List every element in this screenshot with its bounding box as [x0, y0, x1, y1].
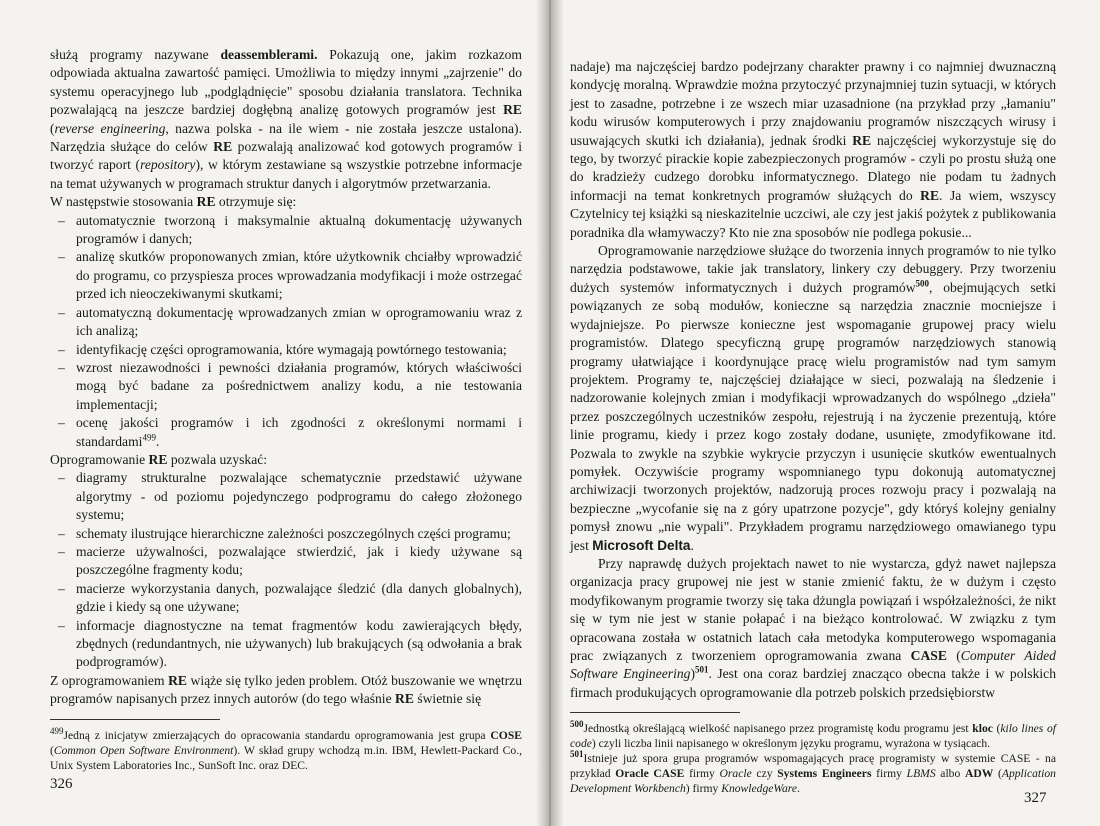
footnote-number: 500 [570, 719, 584, 730]
right-page-text [570, 58, 1056, 796]
list-item: – macierze używalności, pozwalające stwierdzić, jak i kiedy używane są poszczególne fragmenty kodu; [50, 543, 522, 580]
list-item: – automatyczną dokumentację wprowadzanych zmian w oprogramowaniu wraz z ich analizą; [50, 304, 522, 341]
list-item: – diagramy strukturalne pozwalające schematycznie przedstawić używane algorytmy - od poziomu pojedynczego podprogramu do całego złożonego systemu; [50, 469, 522, 524]
term-italic: Common Open Software Environment [53, 743, 234, 757]
list-item: – identyfikację części oprogramowania, które wymagają powtórnego testowania; [50, 341, 522, 359]
text-run: ( [946, 648, 961, 663]
term-italic: Application Development Workbench [570, 767, 1056, 796]
text-run: Jednostką określającą wielkość napisanego przez programistę kodu programu jest [583, 722, 973, 736]
text-run: ocenę jakości programów i ich zgodności z określonymi normami i standardami [76, 415, 522, 449]
term-bold: RE [503, 102, 522, 118]
list-item: – automatycznie tworzoną i maksymalnie aktualną dokumentację używanych programów i danych; [50, 212, 522, 249]
paragraph [570, 58, 1056, 242]
term-bold: RE [920, 187, 940, 203]
term-bold: CASE [910, 648, 947, 663]
text-run: . Ja wiem, wszyscy Czytelnicy tej książki są nieskazitelnie uczciwi, ale czy jest jakiś pożytek z publikowania poradnika dla włamywaczy? Kto nie zna sposobów nie podlega pokusie... [570, 187, 1056, 240]
footnote-rule [50, 719, 220, 720]
text-run: wiąże się tylko jeden problem. Otóż buszowanie we wnętrzu programów napisanych przez innych autorów (do tego właśnie [50, 672, 522, 707]
footnote-rule [570, 712, 740, 713]
text-run: czy [751, 767, 778, 781]
page-number: 327 [1024, 790, 1047, 806]
text-run: ( [993, 767, 1002, 781]
text-run: ), w którym zestawiane są wszystkie potrzebne informacje na temat używanych w programach struktur danych i algorytmów przetwarzania. [50, 157, 522, 191]
text-run: . [155, 433, 160, 449]
term-bold: kloc [972, 722, 993, 736]
text-run: . Jest ona coraz bardziej znacząco obecna także i w polskich firmach produkujących oprogramowanie dla potrzeb polskich przedsiębiorstw [570, 666, 1056, 700]
paragraph [50, 193, 522, 211]
text-run: służą programy nazywane [50, 47, 221, 62]
text-run: ( [992, 722, 1001, 736]
footnote [570, 751, 1056, 796]
text-run: Przy naprawdę dużych projektach nawet to nie wystarcza, gdyż nawet najlepsza organizacja pracy grupowej nie jest w stanie zmienić faktu, że w dużym i często modyfikowanym programie tworzy się taka dżungla powiązań i współzależności, że nikt się w tym nie jest w stanie połapać i na bieżąco kontrolować. W związku z tym opracowana została w ostatnich latach cała metodyka komputerowego wspomagania prac związanych z tworzeniem oprogramowania zwana [570, 555, 1056, 663]
text-run: Jedną z inicjatyw zmierzających do opracowania standardu oprogramowania jest grupa [63, 728, 491, 742]
footnote-ref: 500 [915, 278, 930, 289]
left-page [0, 0, 548, 826]
text-run: , nazwa polska - na ile wiem - nie została jeszcze ustalona). Narzędzia służące do celów [50, 120, 522, 155]
term-bold: RE [395, 691, 414, 707]
term-italic: KnowledgeWare [721, 782, 798, 796]
list-item: – schematy ilustrujące hierarchiczne zależności poszczególnych części programu; [50, 525, 522, 543]
paragraph [570, 242, 1056, 555]
text-run: , obejmujących setki powiązanych ze sobą modułów, konieczne są narzędzia znacznie mocniejsze i wydajniejsze. Po pierwsze konieczne jest wspomaganie grupowej pracy wielu programistów. Dlatego specyficzną grupę programów narzędziowych stanowią programy ułatwiające i koordynujące pracę wielu programistów nad tym samym projektem. Programy te, najczęściej działające w sieci, pozwalają na śledzenie i nadzorowanie kolejnych zmian i modyfikacji wprowadzanych do wspólnego „dzieła" przez poszczególnych uczestników zespołu, rejestrują i na życzenie prezentują, które linie programu, kiedy i przez kogo zostały dodane, usunięte, zmodyfikowane itd. Pozwala to zwykle na szybkie wykrycie przyczyn i usunięcie skutków ewentualnych pomyłek. Oczywiście programy wspomnianego typu dokonują automatycznej archiwizacji tworzonych projektów, nadzorują proces rozwoju pracy i pozwalają na bezpieczne „wycofanie się na z góry upatrzone pozycje", gdy któryś kolejny genialny pomysł znowu „nie wypali". Przykładem programu narzędziowego omawianego typu jest [570, 279, 1056, 553]
text-run: firmy [684, 767, 720, 781]
term-bold: RE [852, 132, 872, 148]
text-run: świetnie się [413, 691, 482, 707]
page-number: 326 [50, 776, 73, 792]
term-italic: Computer Aided Software Engineering [570, 648, 1056, 682]
text-run: . [797, 782, 800, 796]
text-run: ). W skład grupy wchodzą m.in. IBM, Hewlett-Packard Co., Unix System Laboratories Inc., SunSoft Inc. oraz DEC. [50, 743, 522, 772]
text-run: Z oprogramowaniem [50, 672, 169, 688]
text-run: firmy [871, 767, 907, 781]
term-italic: kilo lines of code [570, 722, 1056, 751]
book-gutter [536, 0, 564, 826]
text-run: nadaje) ma najczęściej bardzo podejrzany charakter prawny i co najmniej dwuznaczną kondycję moralną. Wprawdzie można przytoczyć przynajmniej tuzin sytuacji, w których jest to zasadne, potrzebne i ze wszech miar uzasadnione (na przykład przy „łamaniu" kodu wirusów komputerowych i przy znajdowaniu programów niszczących wirusy i usuwających skutki ich działania), jednak środki [570, 59, 1056, 148]
text-run: Pokazują one, jakim rozkazom odpowiada aktualna zawartość pamięci. Umożliwia to między innymi „zajrzenie" do systemu operacyjnego lub „podglądnięcie" sposobu działania translatora. Technika pozwalającą na jeszcze bardziej dogłębną analizę gotowych programów jest [50, 47, 522, 118]
list-item: – wzrost niezawodności i pewności działania programów, których właściwości mogą być badane za pośrednictwem analizy kodu, a nie testowania implementacji; [50, 359, 522, 414]
footnote-ref: 499 [142, 432, 156, 442]
text-run: ) [690, 666, 695, 682]
text-run: pozwalają analizować kod gotowych programów i tworzyć raport ( [50, 139, 522, 173]
term-italic: repository [140, 157, 196, 173]
term-bold: RE [148, 451, 168, 467]
footnote [50, 725, 522, 773]
text-run: W następstwie stosowania [50, 194, 197, 210]
list-item [50, 414, 522, 451]
term-bold: ADW [964, 767, 994, 781]
term-bold: RE [196, 194, 216, 210]
text-run: ) czyli liczba linii napisanego w określonym języku programu, wyrażona w tysiącach. [591, 737, 991, 751]
paragraph [50, 46, 522, 193]
paragraph [50, 451, 522, 469]
text-run: ( [50, 120, 55, 136]
outputs-list [50, 469, 522, 671]
product-name: Microsoft Delta [592, 537, 691, 553]
footnote [570, 721, 1056, 751]
list-item: – analizę skutków proponowanych zmian, które użytkownik chciałby wprowadzić do programu, co przyspiesza proces wprowadzania modyfikacji i może ostrzegać przed ich nieoczekiwanymi skutkami; [50, 248, 522, 303]
text-run: . [690, 537, 694, 553]
text-run: albo [935, 767, 965, 781]
text-run: najczęściej wykorzystuje się do tego, by tworzyć pirackie kopie zabezpieczonych programów - czyli po prostu służą one do kradzieży cudzego dorobku informatycznego. Dlatego nie podam tu żadnych informacji na temat konkretnych programów służących do [570, 132, 1056, 203]
text-run: Istnieje już spora grupa programów wspomagających pracę programisty w systemie CASE - na przykład [570, 752, 1056, 781]
text-run: Oprogramowanie [50, 451, 149, 467]
benefits-list [50, 212, 522, 451]
term-bold: Systems Engineers [777, 767, 872, 781]
text-run: otrzymuje się: [215, 194, 297, 210]
left-page-text [50, 46, 522, 773]
term-bold: RE [168, 672, 187, 688]
list-item: – macierze wykorzystania danych, pozwalające śledzić (dla danych globalnych), gdzie i kiedy są one używane; [50, 580, 522, 617]
footnote-ref: 501 [695, 664, 709, 675]
term-bold: RE [213, 139, 233, 155]
footnote-number: 499 [50, 725, 64, 736]
term-bold: deassemblerami. [220, 47, 318, 62]
term-italic: LBMS [906, 767, 936, 781]
term-italic: reverse engineering [54, 120, 166, 136]
right-page [552, 0, 1100, 826]
paragraph [570, 555, 1056, 702]
paragraph [50, 672, 522, 709]
text-run: pozwala uzyskać: [167, 451, 268, 467]
text-run: ( [50, 743, 54, 757]
text-run: Oprogramowanie narzędziowe służące do tworzenia innych programów to nie tylko narzędzia podstawowe, takie jak translatory, linkery czy debuggery. Przy tworzeniu dużych systemów informatycznych i dużych programów [570, 243, 1056, 295]
list-item: – informacje diagnostyczne na temat fragmentów kodu zawierających błędy, zbędnych (redundantnych, nie używanych) lub brakujących (są odwołania a brak podprogramów). [50, 617, 522, 672]
term-italic: Oracle [719, 767, 752, 781]
footnote-number: 501 [570, 749, 584, 760]
term-bold: Oracle CASE [615, 767, 685, 781]
text-run: ) firmy [685, 782, 722, 796]
term-bold: COSE [490, 728, 522, 742]
